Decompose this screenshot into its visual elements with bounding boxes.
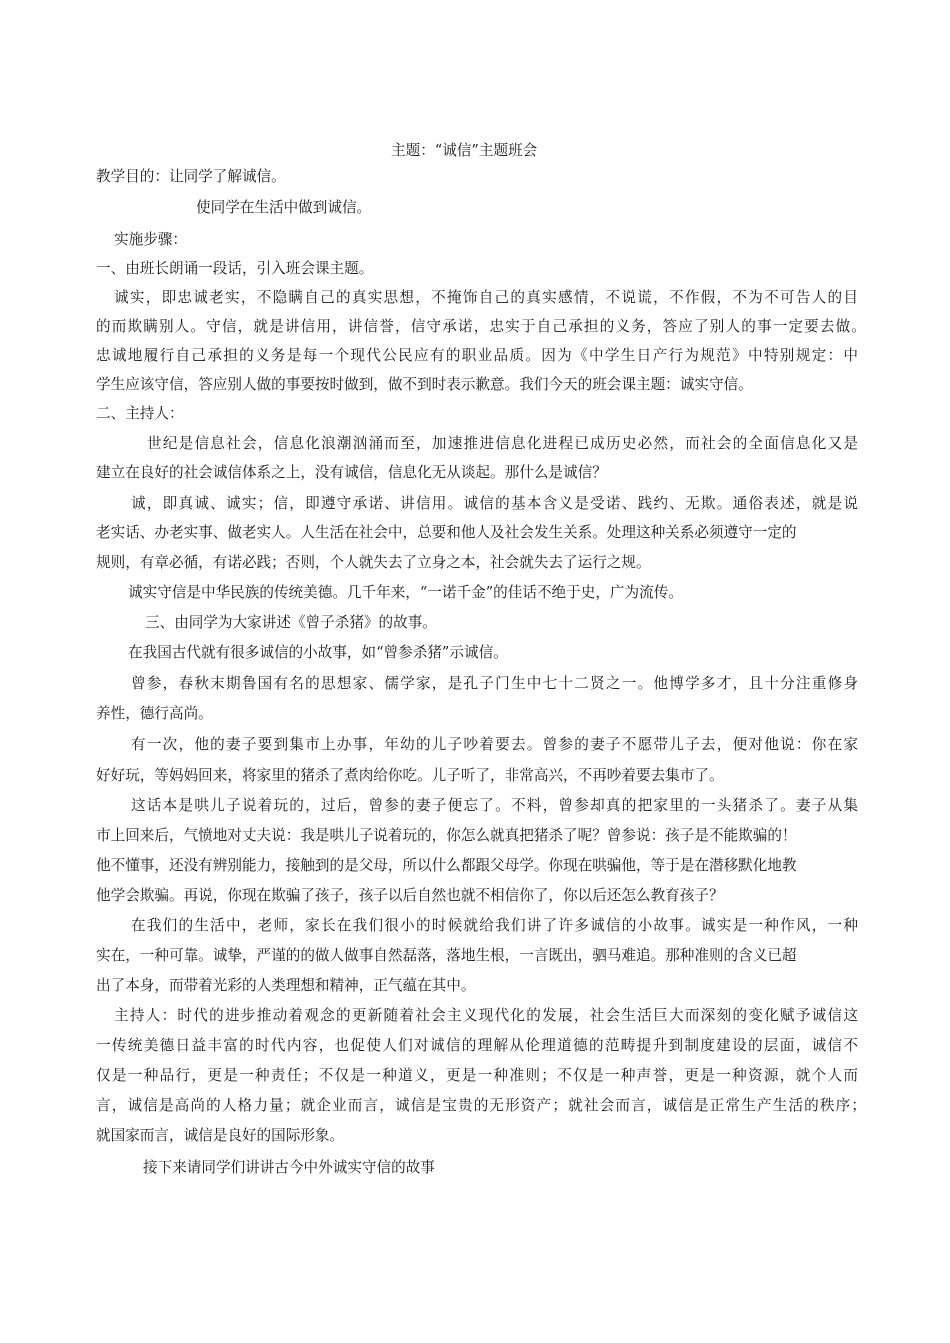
section-1-heading: 一、由班长朗诵一段话，引入班会课主题。 bbox=[96, 260, 374, 277]
paragraph-line: 一传统美德日益丰富的时代内容，也促使人们对诚信的理解从伦理道德的范畴提升到制度建设的层面，诚信不 bbox=[96, 1037, 858, 1054]
paragraph-line: 忠诚地履行自己承担的义务是每一个现代公民应有的职业品质。因为《中学生日产行为规范》中特别规定：中 bbox=[96, 347, 858, 364]
paragraph-line: 他不懂事，还没有辨别能力，接触到的是父母，所以什么都跟父母学。你现在哄骗他，等于是在潜移默化地教 bbox=[96, 857, 797, 874]
paragraph-line: 养性，德行高尚。 bbox=[96, 705, 213, 722]
paragraph-line: 世纪是信息社会，信息化浪潮汹涌而至，加速推进信息化进程已成历史必然，而社会的全面信息化又是 bbox=[147, 435, 858, 452]
paragraph-line: 规则，有章必循，有诺必践；否则，个人就失去了立身之本，社会就失去了运行之规。 bbox=[96, 554, 651, 571]
teaching-goal-line: 教学目的：让同学了解诚信。 bbox=[96, 168, 286, 185]
paragraph-line: 建立在良好的社会诚信体系之上，没有诚信，信息化无从谈起。那什么是诚信？ bbox=[96, 464, 607, 481]
paragraph-line: 的而欺瞒别人。守信，就是讲信用，讲信誉，信守承诺，忠实于自己承担的义务，答应了别人的事一定要去做。 bbox=[96, 318, 866, 335]
paragraph-line: 实在，一种可靠。诚挚，严谨的的做人做事自然磊落，落地生根，一言既出，驷马难追。那种准则的含义已超 bbox=[96, 947, 797, 964]
paragraph-line: 学生应该守信，答应别人做的事要按时做到，做不到时表示歉意。我们今天的班会课主题：诚实守信。 bbox=[96, 376, 753, 393]
paragraph-line: 在我们的生活中，老师，家长在我们很小的时候就给我们讲了许多诚信的小故事。诚实是一种作风，一种 bbox=[131, 917, 858, 934]
section-2-heading: 二、主持人： bbox=[96, 405, 184, 422]
paragraph-line: 这话本是哄儿子说着玩的，过后，曾参的妻子便忘了。不料，曾参却真的把家里的一头猪杀了。妻子从集 bbox=[131, 797, 858, 814]
paragraph-line: 言，诚信是高尚的人格力量；就企业而言，诚信是宝贵的无形资产；就社会而言，诚信是正常生产生活的秩序； bbox=[96, 1097, 866, 1114]
document-title: 主题：“诚信”主题班会 bbox=[391, 142, 538, 159]
paragraph-line: 曾参，春秋末期鲁国有名的思想家、儒学家，是孔子门生中七十二贤之一。他博学多才，且十分注重修身 bbox=[131, 675, 858, 692]
paragraph-line: 诚，即真诚、诚实；信，即遵守承诺、讲信用。诚信的基本含义是受诺、践约、无欺。通俗表述，就是说 bbox=[131, 495, 858, 512]
paragraph-line: 好好玩，等妈妈回来，将家里的猪杀了煮肉给你吃。儿子听了，非常高兴，不再吵着要去集市了。 bbox=[96, 767, 724, 784]
paragraph-line: 他学会欺骗。再说，你现在欺骗了孩子，孩子以后自然也就不相信你了，你以后还怎么教育孩子？ bbox=[96, 887, 724, 904]
teaching-goal-line-2: 使同学在生活中做到诚信。 bbox=[196, 199, 372, 216]
paragraph-line: 在我国古代就有很多诚信的小故事，如“曾参杀猪”示诚信。 bbox=[128, 644, 508, 661]
paragraph-line: 仅是一种品行，更是一种责任；不仅是一种道义，更是一种准则；不仅是一种声誉，更是一种资源，就个人而 bbox=[96, 1067, 858, 1084]
paragraph-line: 主持人：时代的进步推动着观念的更新随着社会主义现代化的发展，社会生活巨大而深刻的变化赋予诚信这 bbox=[114, 1007, 858, 1024]
closing-line: 接下来请同学们讲讲古今中外诚实守信的故事 bbox=[143, 1159, 435, 1176]
paragraph-line: 出了本身，而带着光彩的人类理想和精神，正气蕴在其中。 bbox=[96, 977, 476, 994]
paragraph-line: 就国家而言，诚信是良好的国际形象。 bbox=[96, 1127, 345, 1144]
paragraph-line: 有一次，他的妻子要到集市上办事，年幼的儿子吵着要去。曾参的妻子不愿带儿子去，便对他说：你在家 bbox=[131, 736, 858, 753]
paragraph-line: 诚实，即忠诚老实，不隐瞒自己的真实思想，不掩饰自己的真实感情，不说谎，不作假，不为不可告人的目 bbox=[114, 289, 858, 306]
paragraph-line: 老实话、办老实事、做老实人。人生活在社会中，总要和他人及社会发生关系。处理这种关系必须遵守一定的 bbox=[96, 524, 797, 541]
paragraph-line: 诚实守信是中华民族的传统美德。几千年来，“一诺千金”的佳话不绝于史，广为流传。 bbox=[128, 584, 683, 601]
steps-heading: 实施步骤： bbox=[114, 231, 187, 248]
section-3-heading: 三、由同学为大家讲述《曾子杀猪》的故事。 bbox=[145, 614, 437, 631]
paragraph-line: 市上回来后，气愤地对丈夫说：我是哄儿子说着玩的，你怎么就真把猪杀了呢？曾参说：孩子是不能欺骗的！ bbox=[96, 827, 797, 844]
